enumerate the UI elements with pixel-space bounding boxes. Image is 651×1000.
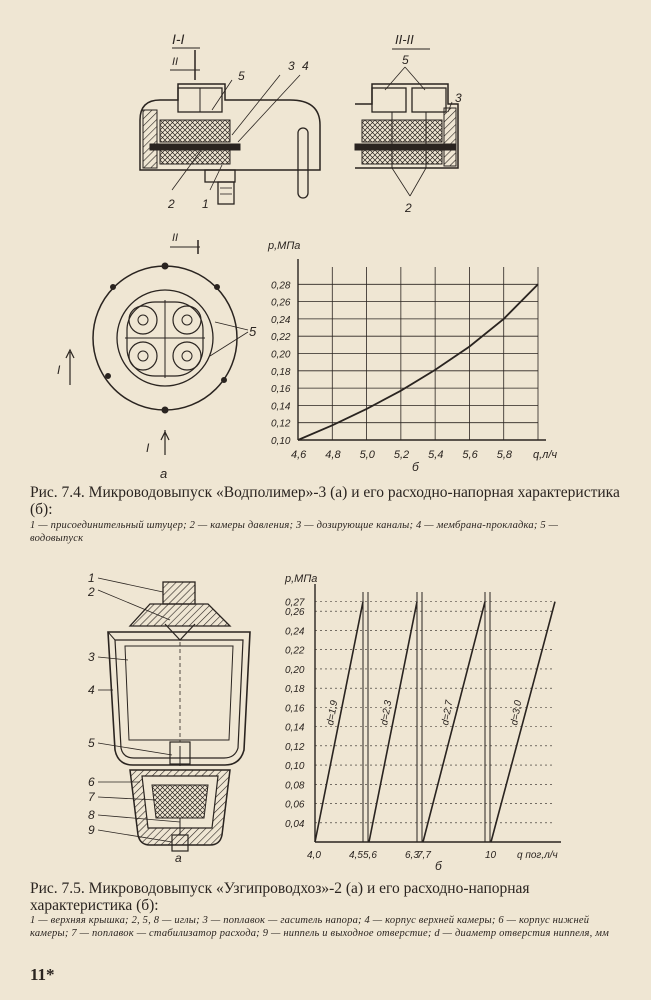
chart75-xlabel: q пог,л/ч [517,850,558,861]
chart75-ytick: 0,16 [285,703,305,715]
num-5-plan: 5 [249,324,257,339]
chart75-ytick: 0,20 [285,664,305,676]
plan-view [57,232,257,480]
emitter-cross-section [87,571,250,865]
chart75-ylabel: p,МПа [285,573,318,585]
num-2: 2 [168,197,175,211]
num-7-75: 7 [88,790,95,804]
fig74-chart [240,235,570,475]
num-3-ii: 3 [455,91,462,105]
plan-marker-i-left: I [57,363,61,377]
chart75-series-line [369,602,417,842]
chart75-xtick: 4,5 [349,850,363,861]
chart75-series-line [315,602,363,842]
num-4: 4 [302,59,309,73]
chart74-ytick: 0,28 [271,280,291,292]
chart74-ytick: 0,20 [271,349,291,361]
chart75-series-label: d=3,0 [509,699,525,727]
fig75-legend: 1 — верхняя крышка; 2, 5, 8 — иглы; 3 — поплавок — гаситель напора; 4 — корпус верхней камеры; 6 — корпус нижней камеры; 7 — поплавок — стабилизатор расхода; 9 — ниппель и выходное отверстие; d — диаметр отверстия ниппеля, мм [30,915,610,939]
num-5: 5 [238,69,245,83]
chart75-sublabel: б [435,859,442,873]
chart74-ylabel: p,МПа [268,240,301,252]
num-3-75: 3 [88,650,95,664]
fig75-caption: Рис. 7.5. Микроводовыпуск «Узгипроводхоз»-2 (а) и его расходно-напорная характеристика (б): [30,880,530,914]
page-number: 11* [30,965,55,984]
num-5-75: 5 [88,736,95,750]
chart75-ytick: 0,24 [285,626,305,638]
chart74-xtick: 4,6 [291,449,307,461]
chart75-ytick: 0,26 [285,607,305,619]
num-9-75: 9 [88,823,95,837]
chart74-ytick: 0,24 [271,314,291,326]
chart75-ytick: 0,27 [285,597,305,609]
fig75-chart [265,570,610,875]
chart74-ytick: 0,10 [271,436,291,447]
chart75-ytick: 0,22 [285,645,305,657]
num-1-75: 1 [88,571,95,585]
fig74-sublabel-a: а [160,466,168,480]
num-1: 1 [202,197,209,211]
chart74-ytick: 0,14 [271,401,291,413]
chart75-xtick: 10 [485,850,497,861]
num-2-75: 2 [88,585,95,599]
chart75-series-label: d=2,7 [440,699,456,727]
chart75-series-line [491,602,555,842]
chart75-xtick: 4,0 [307,850,321,861]
chart74-xtick: 5,6 [462,449,478,461]
fig75-drawing [0,560,280,865]
chart75-ytick: 0,04 [285,818,305,830]
num-4-75: 4 [88,683,95,697]
num-5-ii: 5 [402,53,409,67]
chart75-ytick: 0,12 [285,741,305,753]
chart74-sublabel: б [412,460,419,474]
chart75-ytick: 0,06 [285,799,305,811]
chart74-ytick: 0,26 [271,297,291,309]
plan-marker-i-bottom: I [146,441,150,455]
num-8-75: 8 [88,808,95,822]
chart75-series-label: d=1,9 [325,699,341,727]
chart75-ytick: 0,10 [285,761,305,773]
chart74-ytick: 0,16 [271,384,291,396]
fig74-legend: 1 — присоединительный штуцер; 2 — камеры давления; 3 — дозирующие каналы; 4 — мембрана-прокладка; 5 — водовыпуск [30,520,559,544]
chart74-xtick: 5,8 [496,449,513,461]
chart74-ytick: 0,12 [271,418,291,430]
section-ii-label: II-II [395,32,414,47]
num-2-ii: 2 [405,201,412,215]
section-i-i [140,31,320,211]
chart74-xlabel: q,л/ч [533,449,558,461]
chart75-xtick: 7,7 [417,850,431,861]
num-6-75: 6 [88,775,95,789]
chart75-series-label: d=2,3 [379,699,395,727]
section-i-marker: II [172,56,179,68]
chart75-ytick: 0,18 [285,684,305,696]
fig74-caption: Рис. 7.4. Микроводовыпуск «Водполимер»-3 (а) и его расходно-напорная характеристика (б): [30,484,620,518]
chart75-ytick: 0,14 [285,722,305,734]
chart74-xtick: 5,2 [393,449,410,461]
chart75-xtick: 5,6 [363,850,377,861]
chart75-series-line [423,602,485,842]
chart74-xtick: 5,0 [359,449,375,461]
chart74-xtick: 5,4 [428,449,444,461]
chart74-xtick: 4,8 [325,449,341,461]
chart74-ytick: 0,22 [271,332,291,344]
chart75-ytick: 0,08 [285,780,305,792]
chart74-curve [298,284,538,440]
fig75-sublabel-a: а [175,851,182,865]
chart74-ytick: 0,18 [271,366,291,378]
section-i-label: I-I [172,31,185,47]
section-ii-ii [355,32,462,215]
chart75-xtick: 6,3 [405,850,419,861]
plan-marker-ii: II [172,232,179,244]
num-3: 3 [288,59,295,73]
